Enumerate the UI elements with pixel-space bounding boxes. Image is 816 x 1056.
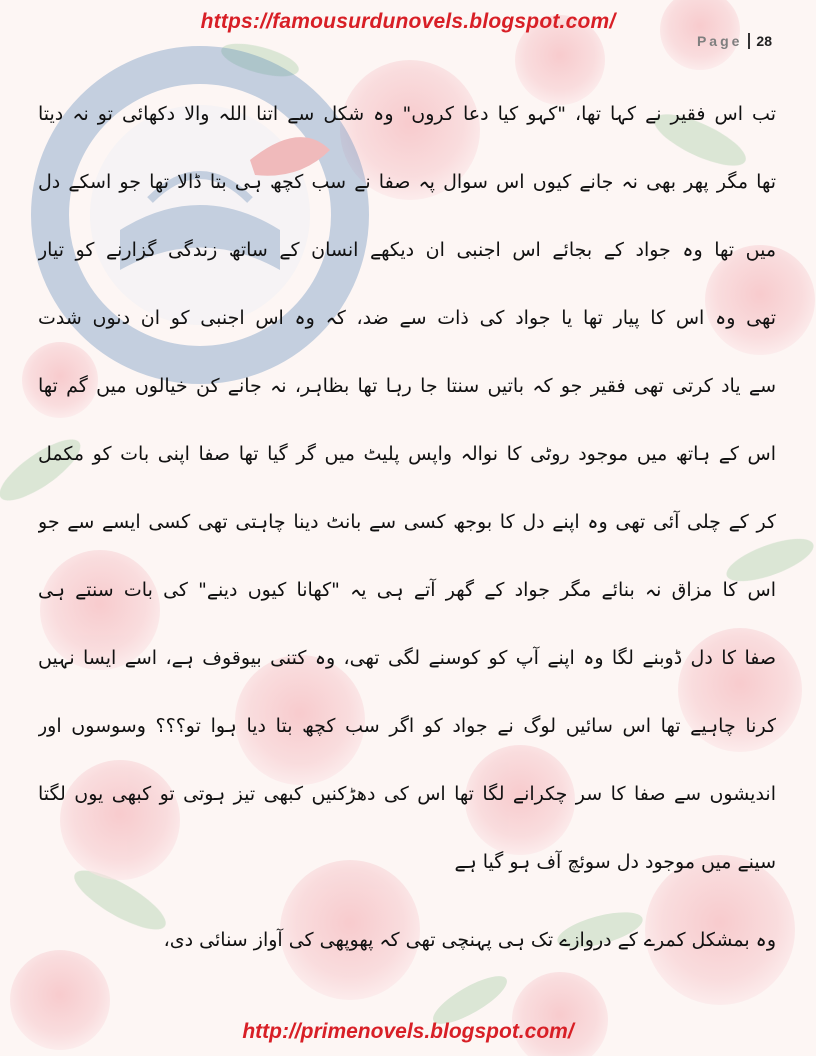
text-line: تھی وہ اس کا پیار تھا یا جواد کی ذات سے ضد، کہ وہ اس اجنبی کو ان دنوں شدت bbox=[38, 307, 776, 329]
text-line: اس کا مزاق نہ بنائے مگر جواد کے گھر آتے ہی یہ "کھانا کیوں دینے" کی بات سنتے ہی bbox=[38, 579, 776, 601]
text-line: اندیشوں سے صفا کا سر چکرانے لگا تھا اس کی دھڑکنیں کبھی تیز ہوتی تو کبھی یوں لگتا bbox=[38, 783, 776, 805]
header-url[interactable]: https://famousurdunovels.blogspot.com/ bbox=[200, 10, 616, 33]
page-number bbox=[697, 33, 772, 49]
footer-url[interactable]: http://primenovels.blogspot.com/ bbox=[242, 1020, 574, 1043]
page-label: Page bbox=[696, 33, 743, 49]
story-text bbox=[38, 80, 776, 974]
text-line: کر کے چلی آئی تھی وہ اپنے دل کا بوجھ کسی سے بانٹ دینا چاہتی تھی کسی ایسے سے جو bbox=[38, 511, 776, 533]
page-number-value: 28 bbox=[756, 33, 772, 49]
text-line: تھا مگر پھر بھی نہ جانے کیوں اس سوال پہ صفا نے سب کچھ ہی بتا ڈالا تھا جو اسکے دل bbox=[38, 171, 776, 193]
last-paragraph: وہ بمشکل کمرے کے دروازے تک ہی پہنچی تھی کہ پھوپھی کی آواز سنائی دی، bbox=[163, 929, 776, 951]
text-line: میں تھا وہ جواد کے بجائے اس اجنبی ان دیکھے انسان کے ساتھ زندگی گزارنے کو تیار bbox=[38, 239, 776, 261]
text-line: کرنا چاہیے تھا اس سائیں لوگ نے جواد کو اگر سب کچھ بتا دیا ہوا تو؟؟؟ وسوسوں اور bbox=[38, 715, 776, 737]
text-line: سے یاد کرتی تھی فقیر جو کہ باتیں سنتا جا رہا تھا بظاہر، نہ جانے کن خیالوں میں گم تھا bbox=[38, 375, 776, 397]
text-line: تب اس فقیر نے کہا تھا، "کہو کیا دعا کروں" وہ شکل سے اتنا اللہ والا دکھائی تو نہ دیتا bbox=[38, 103, 776, 125]
text-line: صفا کا دل ڈوبنے لگا وہ اپنے آپ کو کوسنے لگی تھی، وہ کتنی بیوقوف ہے، اسے ایسا نہیں bbox=[38, 647, 776, 669]
page-separator bbox=[748, 33, 750, 49]
text-line: اس کے ہاتھ میں موجود روٹی کا نوالہ واپس پلیٹ میں گر گیا تھا صفا اپنی بات کو مکمل bbox=[38, 443, 776, 465]
text-line: سینے میں موجود دل سوئچ آف ہو گیا ہے bbox=[454, 851, 776, 873]
